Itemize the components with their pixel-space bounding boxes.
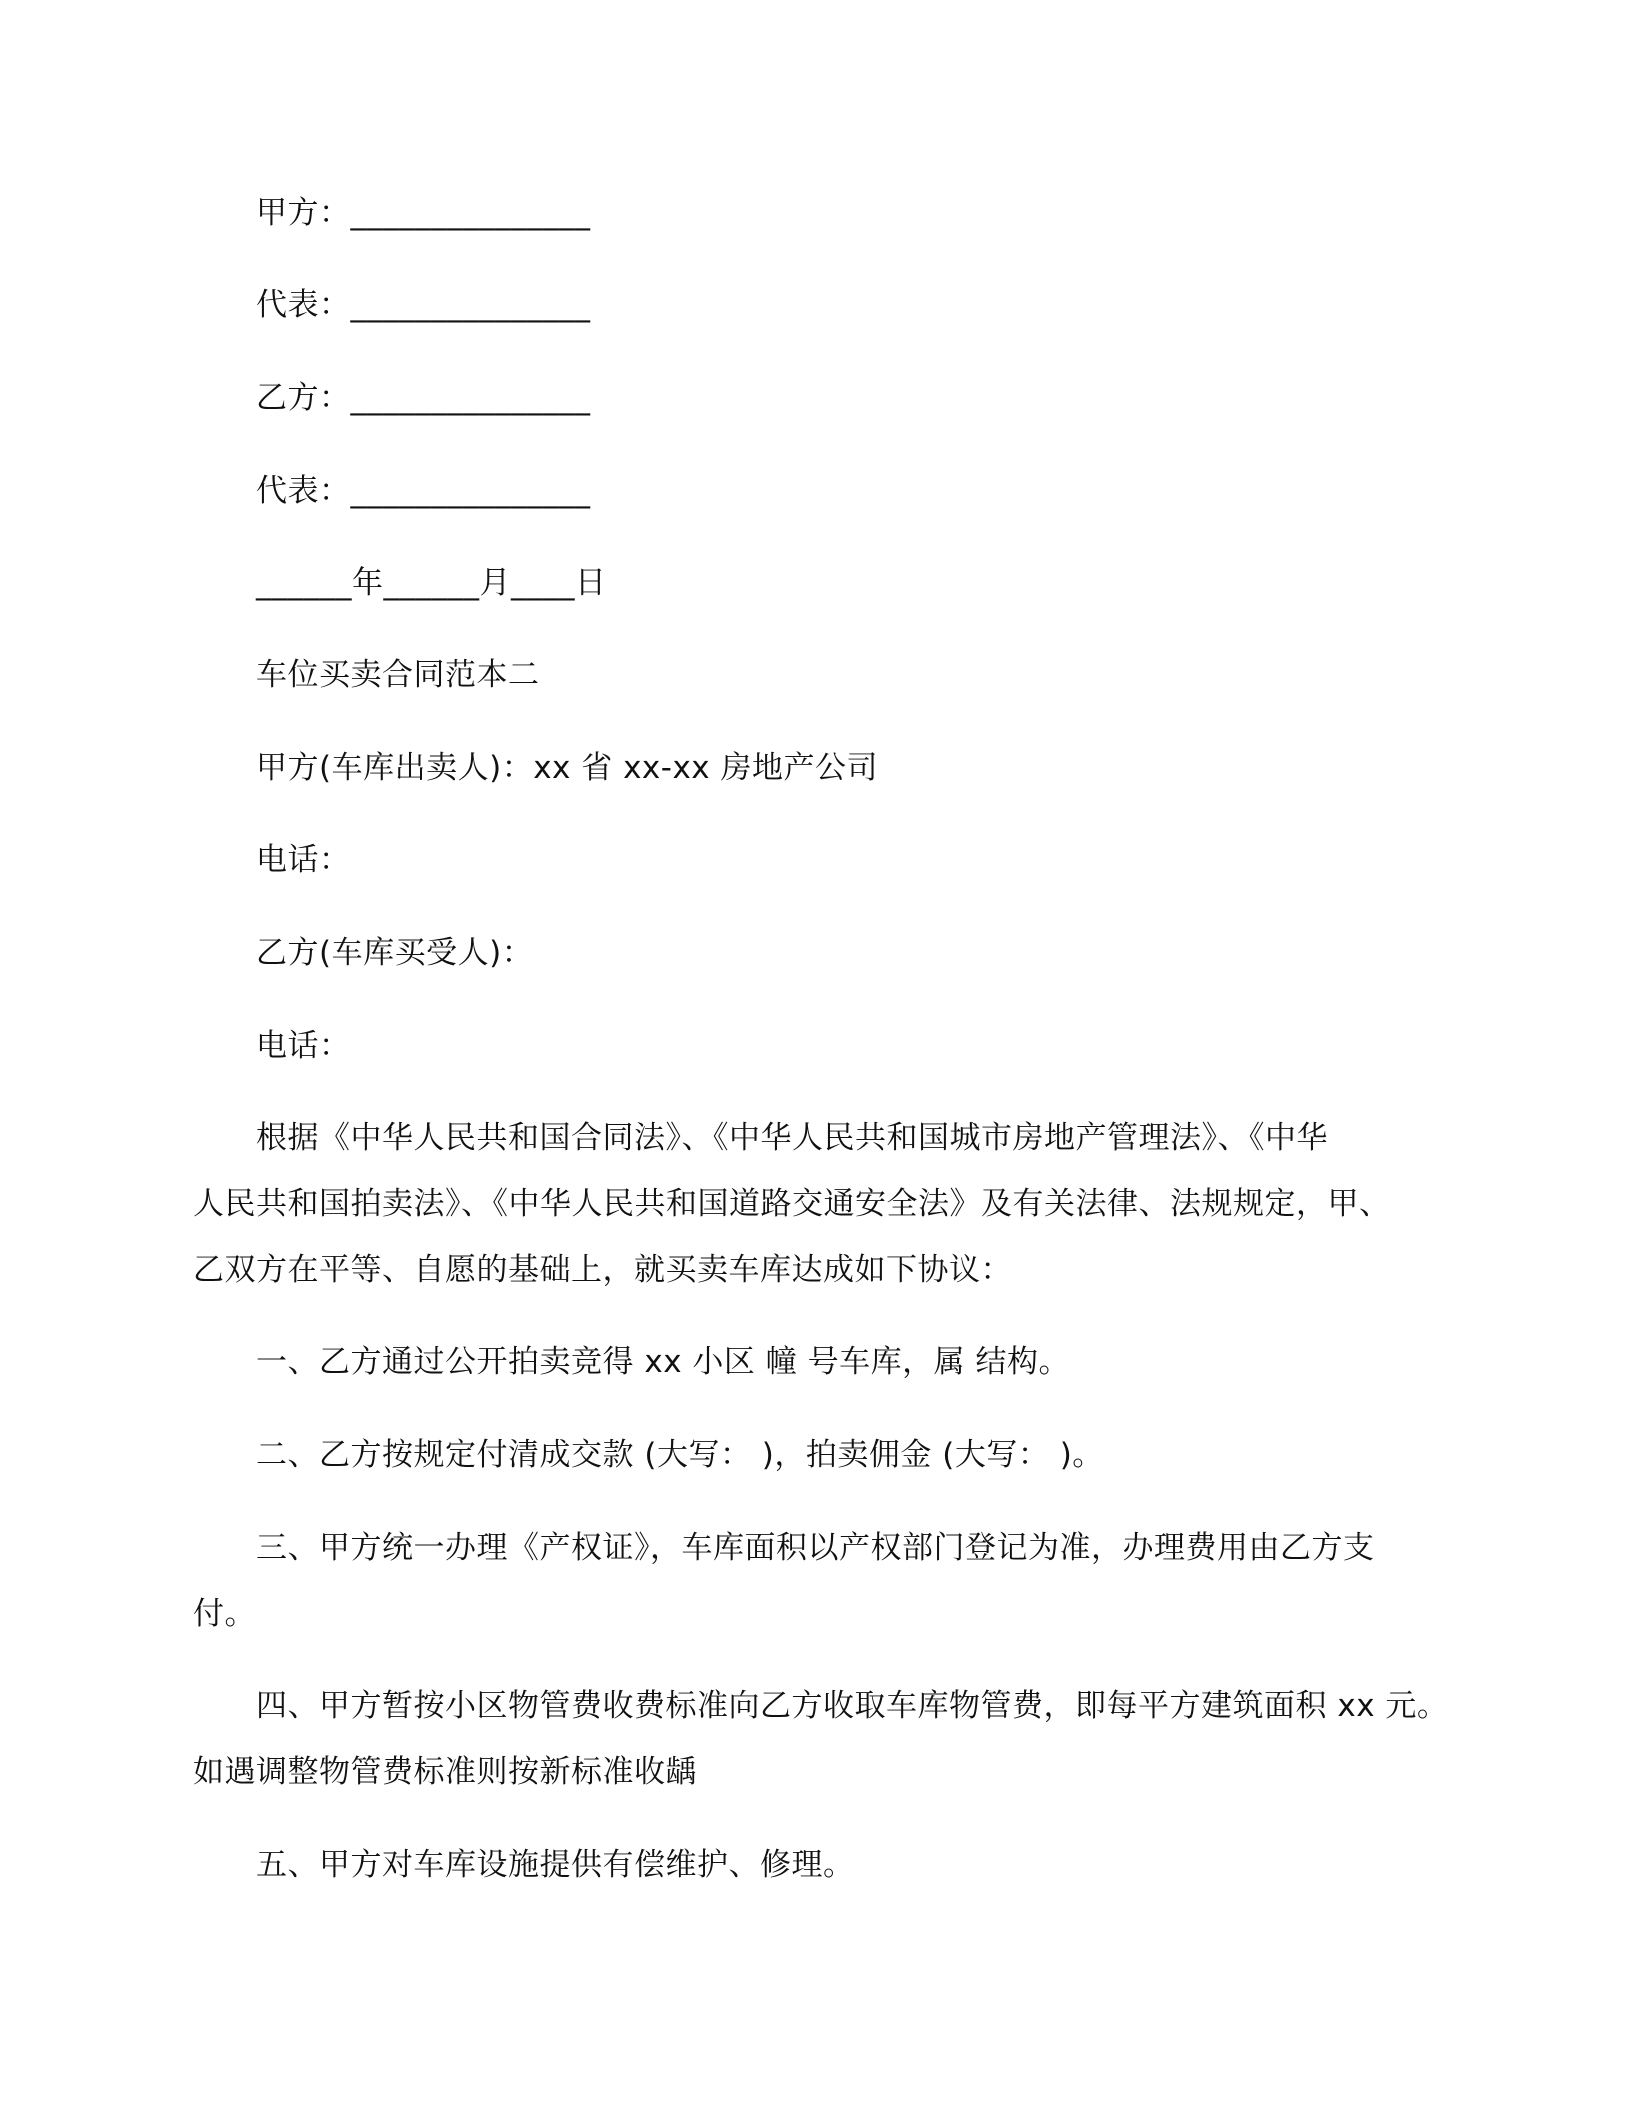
preamble-line-1: 根据《中华人民共和国合同法》、《中华人民共和国城市房地产管理法》、《中华 — [256, 1120, 1328, 1156]
party-b-buyer: 乙方(车库买受人)： — [256, 935, 534, 971]
clause-5: 五、甲方对车库设施提供有偿维护、修理。 — [256, 1847, 855, 1883]
party-b-signature-line: 乙方：_______________ — [256, 380, 591, 416]
party-a-signature-line: 甲方：_______________ — [256, 195, 591, 231]
preamble-line-2: 人民共和国拍卖法》、《中华人民共和国道路交通安全法》及有关法律、法规规定，甲、 — [193, 1186, 1391, 1222]
clause-3-line-2: 付。 — [193, 1596, 256, 1632]
clause-3-line-1: 三、甲方统一办理《产权证》，车库面积以产权部门登记为准，办理费用由乙方支 — [256, 1530, 1375, 1566]
party-b-phone: 电话： — [256, 1028, 351, 1064]
party-a-phone: 电话： — [256, 842, 351, 878]
date-line: ______年______月____日 — [256, 565, 607, 601]
clause-4-line-2: 如遇调整物管费标准则按新标准收龋 — [193, 1754, 697, 1790]
clause-2: 二、乙方按规定付清成交款 (大写： )，拍卖佣金 (大写： )。 — [256, 1437, 1104, 1473]
clause-4-line-1: 四、甲方暂按小区物管费收费标准向乙方收取车库物管费，即每平方建筑面积 xx 元。 — [256, 1688, 1449, 1724]
party-a-seller: 甲方(车库出卖人)：xx 省 xx-xx 房地产公司 — [256, 750, 879, 786]
document-title: 车位买卖合同范本二 — [256, 657, 540, 693]
party-a-representative-line: 代表：_______________ — [256, 287, 591, 323]
party-b-representative-line: 代表：_______________ — [256, 473, 591, 509]
preamble-line-3: 乙双方在平等、自愿的基础上，就买卖车库达成如下协议： — [193, 1252, 1012, 1288]
clause-1: 一、乙方通过公开拍卖竞得 xx 小区 幢 号车库，属 结构。 — [256, 1344, 1070, 1380]
